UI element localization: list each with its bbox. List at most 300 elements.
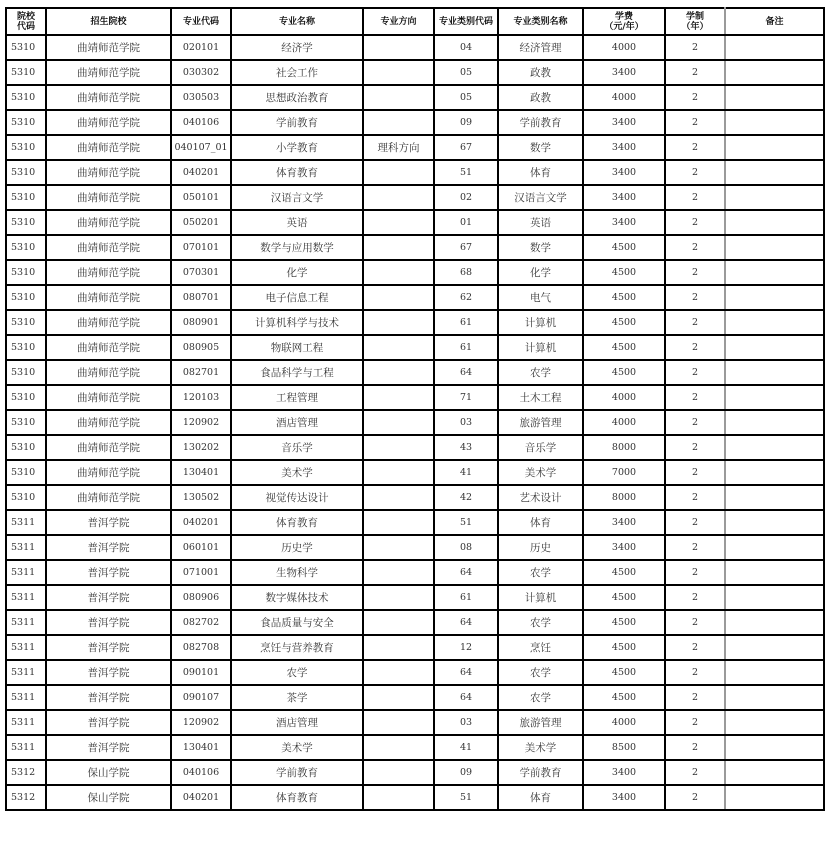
cell-school-name: 普洱学院 — [46, 735, 171, 760]
cell-school-name: 普洱学院 — [46, 610, 171, 635]
cell-note — [725, 135, 824, 160]
table-row — [6, 60, 824, 85]
cell-direction — [363, 35, 434, 60]
cell-major-code: 090101 — [171, 660, 231, 685]
cell-category-code: 71 — [434, 385, 498, 410]
cell-direction — [363, 585, 434, 610]
cell-direction — [363, 260, 434, 285]
cell-category-code: 51 — [434, 160, 498, 185]
cell-category-code: 41 — [434, 460, 498, 485]
cell-note — [725, 260, 824, 285]
table-row — [6, 785, 824, 810]
cell-school-code: 5310 — [6, 360, 46, 385]
cell-category-name: 电气 — [498, 285, 583, 310]
cell-school-code: 5310 — [6, 35, 46, 60]
cell-tuition: 4500 — [583, 635, 665, 660]
cell-school-name: 曲靖师范学院 — [46, 385, 171, 410]
cell-category-code: 05 — [434, 60, 498, 85]
cell-direction — [363, 110, 434, 135]
cell-school-name: 曲靖师范学院 — [46, 35, 171, 60]
cell-note — [725, 585, 824, 610]
cell-duration: 2 — [665, 535, 725, 560]
cell-category-name: 历史 — [498, 535, 583, 560]
cell-category-code: 51 — [434, 785, 498, 810]
cell-direction — [363, 85, 434, 110]
cell-major-name: 体育教育 — [231, 785, 363, 810]
cell-tuition: 4500 — [583, 335, 665, 360]
cell-note — [725, 410, 824, 435]
table-row — [6, 160, 824, 185]
cell-category-name: 农学 — [498, 610, 583, 635]
cell-major-name: 体育教育 — [231, 510, 363, 535]
cell-school-code: 5311 — [6, 585, 46, 610]
cell-major-name: 计算机科学与技术 — [231, 310, 363, 335]
cell-major-name: 食品质量与安全 — [231, 610, 363, 635]
cell-major-code: 070301 — [171, 260, 231, 285]
cell-direction — [363, 360, 434, 385]
cell-major-name: 酒店管理 — [231, 710, 363, 735]
cell-category-code: 04 — [434, 35, 498, 60]
cell-tuition: 3400 — [583, 110, 665, 135]
cell-category-name: 农学 — [498, 660, 583, 685]
cell-tuition: 4500 — [583, 360, 665, 385]
cell-major-code: 080905 — [171, 335, 231, 360]
cell-major-name: 学前教育 — [231, 760, 363, 785]
cell-tuition: 3400 — [583, 60, 665, 85]
cell-category-code: 62 — [434, 285, 498, 310]
cell-duration: 2 — [665, 260, 725, 285]
cell-major-code: 040201 — [171, 160, 231, 185]
cell-major-name: 数学与应用数学 — [231, 235, 363, 260]
cell-duration: 2 — [665, 60, 725, 85]
cell-duration: 2 — [665, 785, 725, 810]
cell-duration: 2 — [665, 110, 725, 135]
cell-note — [725, 360, 824, 385]
cell-major-code: 040201 — [171, 510, 231, 535]
cell-note — [725, 485, 824, 510]
cell-direction: 理科方向 — [363, 135, 434, 160]
cell-note — [725, 710, 824, 735]
cell-school-name: 普洱学院 — [46, 510, 171, 535]
cell-school-code: 5310 — [6, 485, 46, 510]
cell-note — [725, 285, 824, 310]
cell-major-code: 082708 — [171, 635, 231, 660]
header-note: 备注 — [725, 8, 824, 35]
cell-duration: 2 — [665, 560, 725, 585]
cell-school-code: 5311 — [6, 535, 46, 560]
cell-direction — [363, 435, 434, 460]
cell-category-code: 61 — [434, 335, 498, 360]
cell-school-code: 5311 — [6, 610, 46, 635]
cell-note — [725, 535, 824, 560]
cell-major-code: 071001 — [171, 560, 231, 585]
cell-tuition: 4500 — [583, 285, 665, 310]
cell-major-name: 食品科学与工程 — [231, 360, 363, 385]
cell-major-name: 美术学 — [231, 460, 363, 485]
cell-direction — [363, 210, 434, 235]
cell-note — [725, 560, 824, 585]
cell-category-name: 政教 — [498, 85, 583, 110]
cell-category-name: 烹饪 — [498, 635, 583, 660]
cell-category-code: 64 — [434, 560, 498, 585]
cell-direction — [363, 610, 434, 635]
cell-category-code: 09 — [434, 760, 498, 785]
cell-note — [725, 735, 824, 760]
cell-tuition: 4500 — [583, 235, 665, 260]
header-row — [6, 8, 824, 35]
cell-direction — [363, 185, 434, 210]
table-row — [6, 310, 824, 335]
cell-school-code: 5310 — [6, 235, 46, 260]
cell-category-name: 农学 — [498, 685, 583, 710]
cell-major-code: 120902 — [171, 710, 231, 735]
cell-duration: 2 — [665, 460, 725, 485]
cell-direction — [363, 535, 434, 560]
cell-direction — [363, 710, 434, 735]
cell-direction — [363, 410, 434, 435]
header-category-code: 专业类别代码 — [434, 8, 498, 35]
cell-category-name: 体育 — [498, 510, 583, 535]
cell-note — [725, 210, 824, 235]
table-row — [6, 410, 824, 435]
cell-category-name: 经济管理 — [498, 35, 583, 60]
cell-duration: 2 — [665, 510, 725, 535]
cell-tuition: 7000 — [583, 460, 665, 485]
cell-major-code: 030302 — [171, 60, 231, 85]
cell-major-code: 130401 — [171, 735, 231, 760]
cell-note — [725, 185, 824, 210]
cell-direction — [363, 285, 434, 310]
cell-duration: 2 — [665, 385, 725, 410]
cell-school-code: 5310 — [6, 335, 46, 360]
cell-direction — [363, 310, 434, 335]
cell-school-name: 普洱学院 — [46, 560, 171, 585]
table-row — [6, 735, 824, 760]
cell-category-code: 12 — [434, 635, 498, 660]
cell-note — [725, 60, 824, 85]
table-row — [6, 535, 824, 560]
table-row — [6, 385, 824, 410]
cell-major-name: 小学教育 — [231, 135, 363, 160]
cell-tuition: 3400 — [583, 135, 665, 160]
cell-major-name: 茶学 — [231, 685, 363, 710]
cell-school-name: 曲靖师范学院 — [46, 335, 171, 360]
table-row — [6, 460, 824, 485]
cell-school-code: 5311 — [6, 735, 46, 760]
cell-category-code: 42 — [434, 485, 498, 510]
cell-category-name: 农学 — [498, 360, 583, 385]
cell-note — [725, 235, 824, 260]
table-row — [6, 510, 824, 535]
cell-major-name: 音乐学 — [231, 435, 363, 460]
cell-category-code: 64 — [434, 685, 498, 710]
cell-school-code: 5310 — [6, 210, 46, 235]
cell-tuition: 3400 — [583, 160, 665, 185]
cell-note — [725, 385, 824, 410]
cell-school-name: 曲靖师范学院 — [46, 60, 171, 85]
cell-school-code: 5310 — [6, 160, 46, 185]
cell-direction — [363, 685, 434, 710]
table-row — [6, 135, 824, 160]
cell-duration: 2 — [665, 610, 725, 635]
table-row — [6, 760, 824, 785]
cell-category-code: 64 — [434, 660, 498, 685]
cell-major-name: 酒店管理 — [231, 410, 363, 435]
header-major-code: 专业代码 — [171, 8, 231, 35]
cell-category-code: 03 — [434, 710, 498, 735]
cell-school-name: 保山学院 — [46, 785, 171, 810]
header-tuition: 学费 （元/年） — [583, 8, 665, 35]
cell-duration: 2 — [665, 335, 725, 360]
cell-major-code: 082701 — [171, 360, 231, 385]
cell-tuition: 3400 — [583, 510, 665, 535]
cell-category-name: 体育 — [498, 160, 583, 185]
cell-tuition: 4500 — [583, 260, 665, 285]
cell-direction — [363, 60, 434, 85]
cell-direction — [363, 760, 434, 785]
table-row — [6, 110, 824, 135]
cell-school-name: 曲靖师范学院 — [46, 285, 171, 310]
cell-direction — [363, 560, 434, 585]
cell-category-name: 美术学 — [498, 460, 583, 485]
cell-tuition: 4000 — [583, 35, 665, 60]
cell-note — [725, 85, 824, 110]
cell-duration: 2 — [665, 685, 725, 710]
cell-category-code: 51 — [434, 510, 498, 535]
cell-direction — [363, 485, 434, 510]
cell-note — [725, 635, 824, 660]
cell-major-name: 历史学 — [231, 535, 363, 560]
cell-major-code: 040106 — [171, 110, 231, 135]
cell-category-code: 08 — [434, 535, 498, 560]
cell-major-code: 130401 — [171, 460, 231, 485]
admissions-table-container — [5, 7, 825, 811]
cell-major-code: 082702 — [171, 610, 231, 635]
cell-duration: 2 — [665, 185, 725, 210]
cell-school-code: 5311 — [6, 685, 46, 710]
cell-note — [725, 785, 824, 810]
cell-note — [725, 610, 824, 635]
cell-category-name: 旅游管理 — [498, 410, 583, 435]
cell-note — [725, 760, 824, 785]
cell-major-code: 120902 — [171, 410, 231, 435]
cell-school-code: 5310 — [6, 385, 46, 410]
cell-duration: 2 — [665, 160, 725, 185]
cell-tuition: 3400 — [583, 760, 665, 785]
table-row — [6, 660, 824, 685]
cell-major-code: 060101 — [171, 535, 231, 560]
cell-duration: 2 — [665, 360, 725, 385]
cell-major-name: 电子信息工程 — [231, 285, 363, 310]
cell-major-name: 化学 — [231, 260, 363, 285]
cell-school-code: 5312 — [6, 760, 46, 785]
cell-direction — [363, 235, 434, 260]
cell-duration: 2 — [665, 660, 725, 685]
table-row — [6, 185, 824, 210]
cell-school-name: 保山学院 — [46, 760, 171, 785]
cell-school-name: 曲靖师范学院 — [46, 210, 171, 235]
cell-duration: 2 — [665, 585, 725, 610]
table-row — [6, 710, 824, 735]
cell-category-name: 学前教育 — [498, 760, 583, 785]
cell-major-code: 020101 — [171, 35, 231, 60]
cell-school-code: 5310 — [6, 110, 46, 135]
cell-duration: 2 — [665, 35, 725, 60]
cell-major-code: 090107 — [171, 685, 231, 710]
cell-school-name: 曲靖师范学院 — [46, 235, 171, 260]
table-row — [6, 435, 824, 460]
cell-school-code: 5310 — [6, 435, 46, 460]
cell-duration: 2 — [665, 435, 725, 460]
cell-school-code: 5311 — [6, 510, 46, 535]
cell-direction — [363, 385, 434, 410]
cell-major-code: 080901 — [171, 310, 231, 335]
cell-category-code: 64 — [434, 610, 498, 635]
cell-duration: 2 — [665, 235, 725, 260]
cell-school-name: 曲靖师范学院 — [46, 310, 171, 335]
cell-direction — [363, 635, 434, 660]
cell-category-name: 土木工程 — [498, 385, 583, 410]
cell-category-name: 音乐学 — [498, 435, 583, 460]
cell-major-name: 物联网工程 — [231, 335, 363, 360]
cell-note — [725, 160, 824, 185]
cell-major-code: 130202 — [171, 435, 231, 460]
cell-major-name: 数字媒体技术 — [231, 585, 363, 610]
admissions-majors-table — [5, 7, 825, 811]
cell-duration: 2 — [665, 285, 725, 310]
cell-school-name: 普洱学院 — [46, 585, 171, 610]
cell-tuition: 3400 — [583, 535, 665, 560]
cell-major-name: 社会工作 — [231, 60, 363, 85]
cell-duration: 2 — [665, 210, 725, 235]
table-row — [6, 235, 824, 260]
cell-school-code: 5311 — [6, 560, 46, 585]
cell-school-name: 曲靖师范学院 — [46, 85, 171, 110]
cell-category-name: 汉语言文学 — [498, 185, 583, 210]
cell-school-code: 5310 — [6, 85, 46, 110]
table-row — [6, 685, 824, 710]
cell-category-code: 61 — [434, 585, 498, 610]
cell-tuition: 4000 — [583, 385, 665, 410]
cell-duration: 2 — [665, 85, 725, 110]
cell-note — [725, 35, 824, 60]
cell-category-name: 学前教育 — [498, 110, 583, 135]
cell-major-code: 120103 — [171, 385, 231, 410]
cell-school-name: 曲靖师范学院 — [46, 460, 171, 485]
cell-category-code: 67 — [434, 135, 498, 160]
cell-school-name: 曲靖师范学院 — [46, 185, 171, 210]
cell-category-name: 艺术设计 — [498, 485, 583, 510]
cell-category-code: 41 — [434, 735, 498, 760]
table-row — [6, 285, 824, 310]
cell-category-name: 美术学 — [498, 735, 583, 760]
cell-major-code: 050101 — [171, 185, 231, 210]
cell-note — [725, 110, 824, 135]
cell-school-name: 曲靖师范学院 — [46, 410, 171, 435]
table-row — [6, 485, 824, 510]
cell-category-code: 61 — [434, 310, 498, 335]
cell-school-code: 5310 — [6, 410, 46, 435]
cell-note — [725, 435, 824, 460]
cell-duration: 2 — [665, 310, 725, 335]
cell-major-code: 080701 — [171, 285, 231, 310]
cell-direction — [363, 460, 434, 485]
header-duration: 学制 （年） — [665, 8, 725, 35]
cell-direction — [363, 785, 434, 810]
cell-school-name: 曲靖师范学院 — [46, 485, 171, 510]
cell-duration: 2 — [665, 410, 725, 435]
cell-tuition: 4500 — [583, 660, 665, 685]
cell-category-code: 64 — [434, 360, 498, 385]
cell-major-name: 思想政治教育 — [231, 85, 363, 110]
cell-tuition: 4000 — [583, 410, 665, 435]
cell-major-name: 学前教育 — [231, 110, 363, 135]
cell-major-name: 汉语言文学 — [231, 185, 363, 210]
cell-major-code: 040107_01 — [171, 135, 231, 160]
table-row — [6, 360, 824, 385]
cell-category-name: 计算机 — [498, 585, 583, 610]
cell-major-code: 040106 — [171, 760, 231, 785]
cell-school-code: 5310 — [6, 460, 46, 485]
cell-note — [725, 510, 824, 535]
cell-category-name: 政教 — [498, 60, 583, 85]
cell-note — [725, 310, 824, 335]
cell-tuition: 4500 — [583, 310, 665, 335]
cell-school-code: 5310 — [6, 185, 46, 210]
cell-school-name: 曲靖师范学院 — [46, 360, 171, 385]
cell-direction — [363, 735, 434, 760]
cell-category-name: 数学 — [498, 235, 583, 260]
cell-major-name: 英语 — [231, 210, 363, 235]
cell-major-code: 080906 — [171, 585, 231, 610]
cell-duration: 2 — [665, 135, 725, 160]
cell-school-code: 5310 — [6, 60, 46, 85]
cell-direction — [363, 660, 434, 685]
cell-major-code: 050201 — [171, 210, 231, 235]
cell-tuition: 8000 — [583, 435, 665, 460]
cell-note — [725, 460, 824, 485]
cell-tuition: 3400 — [583, 185, 665, 210]
cell-duration: 2 — [665, 635, 725, 660]
cell-category-name: 农学 — [498, 560, 583, 585]
cell-school-name: 曲靖师范学院 — [46, 260, 171, 285]
cell-category-name: 计算机 — [498, 335, 583, 360]
table-row — [6, 635, 824, 660]
cell-category-code: 43 — [434, 435, 498, 460]
header-direction: 专业方向 — [363, 8, 434, 35]
header-school-code: 院校 代码 — [6, 8, 46, 35]
cell-school-code: 5310 — [6, 285, 46, 310]
table-row — [6, 335, 824, 360]
cell-major-name: 农学 — [231, 660, 363, 685]
cell-category-code: 68 — [434, 260, 498, 285]
header-major-name: 专业名称 — [231, 8, 363, 35]
table-row — [6, 260, 824, 285]
cell-category-name: 旅游管理 — [498, 710, 583, 735]
header-school-name: 招生院校 — [46, 8, 171, 35]
cell-major-code: 040201 — [171, 785, 231, 810]
cell-category-name: 数学 — [498, 135, 583, 160]
cell-tuition: 8500 — [583, 735, 665, 760]
cell-school-code: 5311 — [6, 710, 46, 735]
cell-note — [725, 685, 824, 710]
cell-category-code: 67 — [434, 235, 498, 260]
cell-school-name: 曲靖师范学院 — [46, 160, 171, 185]
cell-duration: 2 — [665, 735, 725, 760]
cell-tuition: 3400 — [583, 785, 665, 810]
table-body — [6, 35, 824, 810]
cell-tuition: 4500 — [583, 560, 665, 585]
